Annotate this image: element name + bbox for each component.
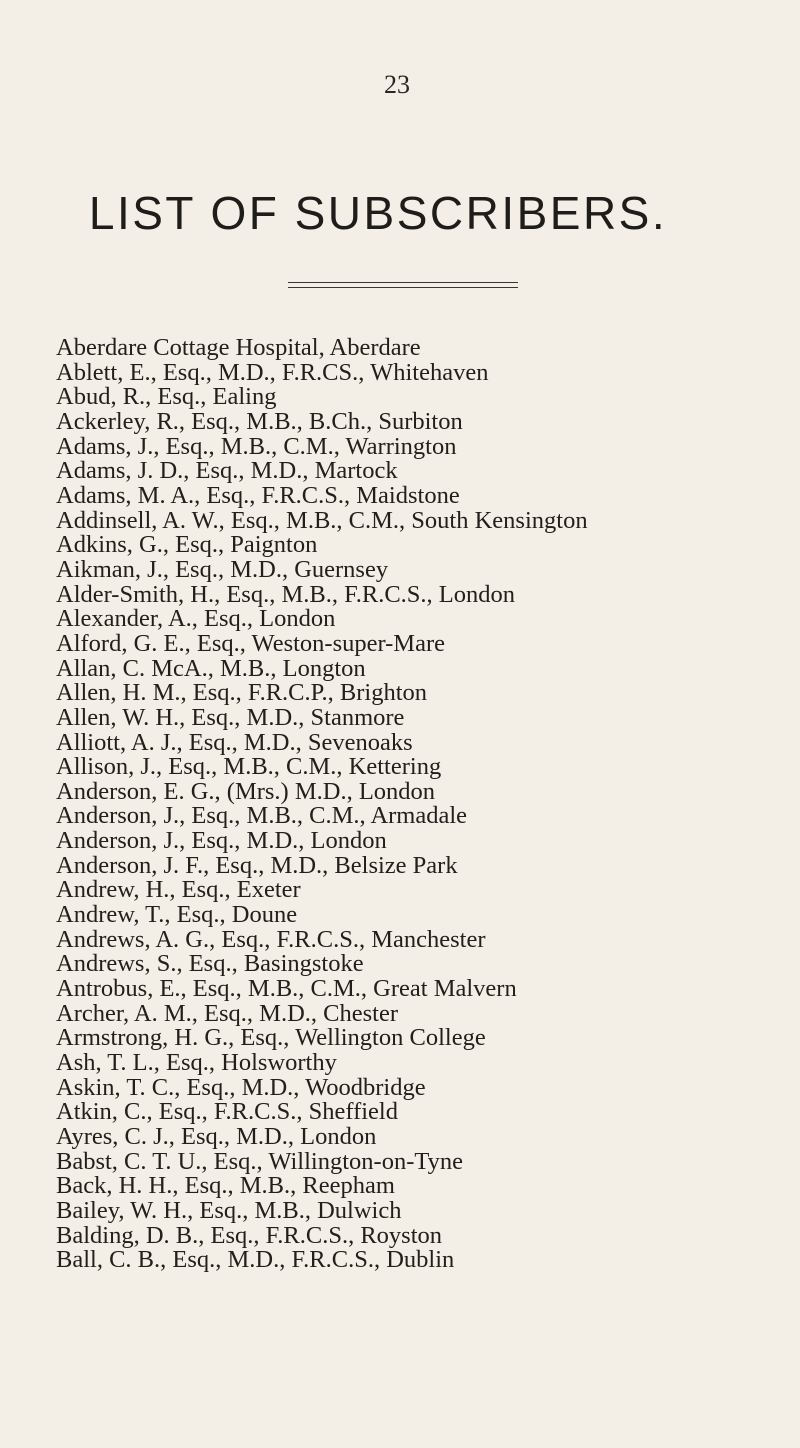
subscriber-entry: Adams, M. A., Esq., F.R.C.S., Maidstone bbox=[56, 481, 460, 509]
subscriber-entry: Andrew, T., Esq., Doune bbox=[56, 901, 298, 929]
subscriber-entry: Ash, T. L., Esq., Holsworthy bbox=[56, 1049, 337, 1077]
subscriber-entry: Askin, T. C., Esq., M.D., Woodbridge bbox=[56, 1073, 426, 1101]
subscriber-entry: Allen, H. M., Esq., F.R.C.P., Brighton bbox=[56, 679, 428, 707]
subscriber-entry: Andrew, H., Esq., Exeter bbox=[56, 876, 301, 904]
subscriber-entry: Ablett, E., Esq., M.D., F.R.CS., Whitehaven bbox=[56, 358, 489, 386]
subscriber-entry: Aberdare Cottage Hospital, Aberdare bbox=[56, 334, 421, 361]
page-number: 23 bbox=[384, 70, 410, 99]
subscriber-entry: Archer, A. M., Esq., M.D., Chester bbox=[56, 999, 398, 1027]
subscriber-entry: Andrews, A. G., Esq., F.R.C.S., Manchester bbox=[56, 925, 486, 953]
subscriber-entry: Allan, C. McA., M.B., Longton bbox=[56, 654, 366, 682]
page-title: LIST OF SUBSCRIBERS. bbox=[88, 187, 668, 239]
subscriber-entry: Aikman, J., Esq., M.D., Guernsey bbox=[56, 555, 389, 583]
subscriber-entry: Ayres, C. J., Esq., M.D., London bbox=[56, 1123, 377, 1150]
subscriber-entry: Alexander, A., Esq., London bbox=[56, 605, 336, 633]
subscriber-entry: Adams, J. D., Esq., M.D., Martock bbox=[56, 457, 398, 485]
subscriber-entry: Armstrong, H. G., Esq., Wellington College bbox=[56, 1024, 486, 1052]
subscriber-list bbox=[56, 336, 588, 1273]
title-divider-top bbox=[288, 282, 518, 283]
subscriber-entry: Balding, D. B., Esq., F.R.C.S., Royston bbox=[56, 1221, 443, 1249]
subscriber-entry: Anderson, J. F., Esq., M.D., Belsize Park bbox=[56, 851, 458, 879]
subscriber-entry: Addinsell, A. W., Esq., M.B., C.M., South Kensington bbox=[56, 506, 588, 534]
subscriber-entry: Ball, C. B., Esq., M.D., F.R.C.S., Dublin bbox=[56, 1246, 455, 1274]
subscriber-entry: Adams, J., Esq., M.B., C.M., Warrington bbox=[56, 432, 457, 460]
subscriber-entry: Antrobus, E., Esq., M.B., C.M., Great Malvern bbox=[56, 975, 517, 1003]
subscriber-entry: Alford, G. E., Esq., Weston-super-Mare bbox=[56, 629, 445, 657]
subscriber-entry: Anderson, J., Esq., M.D., London bbox=[56, 827, 387, 855]
subscriber-entry: Allison, J., Esq., M.B., C.M., Kettering bbox=[56, 753, 442, 781]
subscriber-entry: Babst, C. T. U., Esq., Willington-on-Tyne bbox=[56, 1147, 463, 1175]
subscriber-entry: Adkins, G., Esq., Paignton bbox=[56, 531, 318, 559]
subscriber-entry: Andrews, S., Esq., Basingstoke bbox=[56, 950, 364, 978]
subscriber-entry: Abud, R., Esq., Ealing bbox=[56, 383, 277, 411]
subscriber-entry: Allen, W. H., Esq., M.D., Stanmore bbox=[56, 703, 405, 731]
subscriber-entry: Atkin, C., Esq., F.R.C.S., Sheffield bbox=[56, 1098, 398, 1126]
subscriber-entry: Alder-Smith, H., Esq., M.B., F.R.C.S., London bbox=[56, 580, 516, 608]
subscriber-entry: Ackerley, R., Esq., M.B., B.Ch., Surbiton bbox=[56, 407, 463, 435]
subscriber-entry: Alliott, A. J., Esq., M.D., Sevenoaks bbox=[56, 728, 413, 756]
title-divider-bottom bbox=[288, 287, 518, 288]
subscriber-entry: Bailey, W. H., Esq., M.B., Dulwich bbox=[56, 1196, 402, 1224]
subscriber-entry: Anderson, E. G., (Mrs.) M.D., London bbox=[56, 777, 436, 805]
subscriber-entry: Back, H. H., Esq., M.B., Reepham bbox=[56, 1172, 395, 1200]
subscriber-entry: Anderson, J., Esq., M.B., C.M., Armadale bbox=[56, 802, 468, 830]
